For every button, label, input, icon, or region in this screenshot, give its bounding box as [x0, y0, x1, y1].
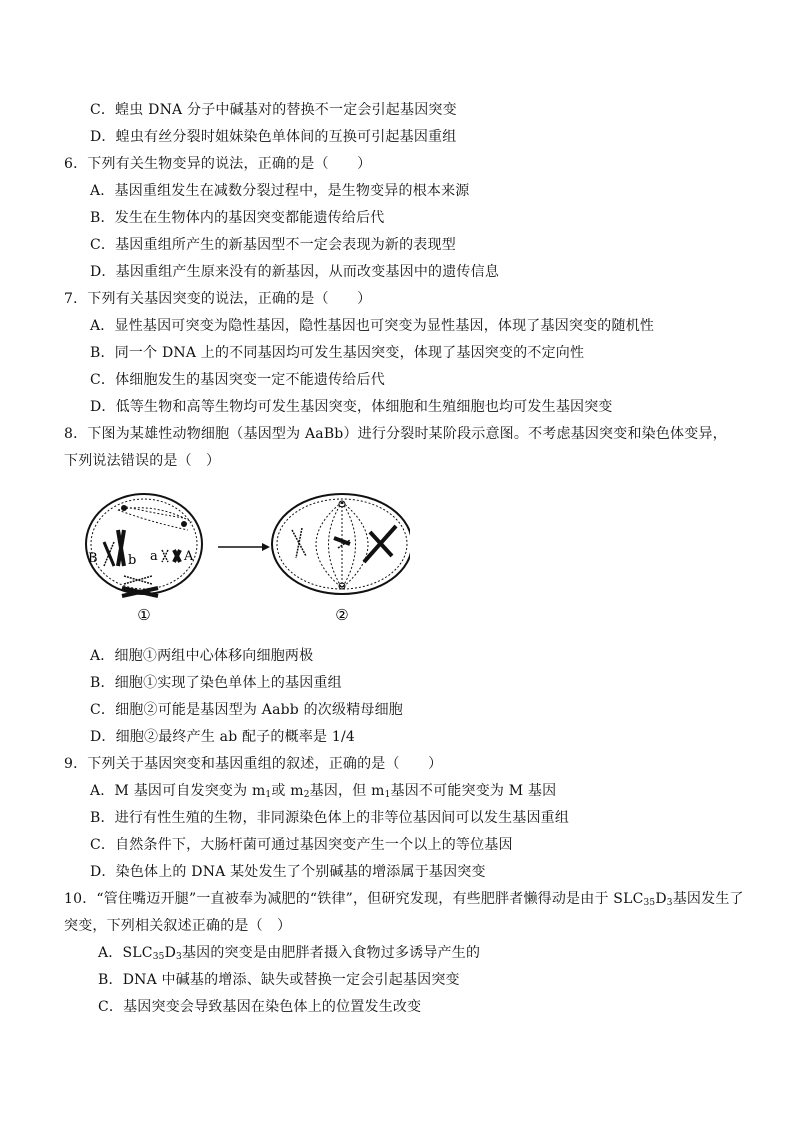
q6-option-b: B．发生在生物体内的基因突变都能遗传给后代: [90, 210, 385, 226]
q10-a-sub1: 35: [152, 952, 165, 962]
q9-a-part1: A．M 基因可自发突变为 m: [90, 783, 266, 799]
q8-stem-line1: 8．下图为某雄性动物细胞（基因型为 AaBb）进行分裂时某阶段示意图。不考虑基因突变和染色体变异，: [64, 426, 727, 442]
q5-option-c: C．蝗虫 DNA 分子中碱基对的替换不一定会引起基因突变: [90, 102, 457, 118]
q7-option-b: B．同一个 DNA 上的不同基因均可发生基因突变，体现了基因突变的不定向性: [90, 345, 585, 361]
q9-option-d: D．染色体上的 DNA 某处发生了个别碱基的增添属于基因突变: [90, 864, 486, 880]
q10-a-part2: D: [164, 945, 177, 961]
q10-stem-line2: 突变，下列相关叙述正确的是（ ）: [64, 918, 292, 934]
gene-label-b-upper: B: [88, 551, 98, 566]
figure-label-two: ②: [335, 606, 349, 624]
q9-a-part3: 基因，但 m: [309, 783, 385, 799]
q6-option-a: A．基因重组发生在减数分裂过程中，是生物变异的根本来源: [90, 183, 470, 199]
q9-a-part2: 或 m: [271, 783, 304, 799]
q10-stem-sub1: 35: [643, 898, 656, 908]
q10-stem-sub2: 3: [666, 898, 673, 908]
q9-option-c: C．自然条件下，大肠杆菌可通过基因突变产生一个以上的等位基因: [90, 837, 513, 853]
q7-option-d: D．低等生物和高等生物均可发生基因突变，体细胞和生殖细胞也均可发生基因突变: [90, 399, 613, 415]
q9-option-a: [90, 781, 556, 801]
q10-stem-line1: [64, 889, 744, 909]
cell-two: [272, 494, 410, 594]
q7-option-a: A．显性基因可突变为隐性基因，隐性基因也可突变为显性基因，体现了基因突变的随机性: [90, 318, 655, 334]
q10-stem-part1: 10．“管住嘴迈开腿”一直被奉为减肥的“铁律”，但研究发现，有些肥胖者懒得动是由于 SLC: [64, 891, 644, 907]
q9-a-part4: 基因不可能突变为 M 基因: [390, 783, 557, 799]
q8-option-d: D．细胞②最终产生 ab 配子的概率是 1/4: [90, 729, 356, 745]
q8-option-a: A．细胞①两组中心体移向细胞两极: [90, 648, 314, 664]
q5-option-d: D．蝗虫有丝分裂时姐妹染色单体间的互换可引起基因重组: [90, 129, 457, 145]
q10-stem-part3: 基因发生了: [672, 891, 744, 907]
figure-label-one: ①: [137, 606, 151, 624]
q10-a-sub2: 3: [176, 952, 182, 962]
q9-a-sub1: 1: [265, 790, 272, 800]
q8-option-c: C．细胞②可能是基因型为 Aabb 的次级精母细胞: [90, 702, 403, 718]
q8-stem-line2: 下列说法错误的是（ ）: [64, 453, 221, 469]
q10-a-part1: A．SLC: [98, 945, 153, 961]
q9-a-sub2: 2: [303, 790, 310, 800]
q10-option-c: C．基因突变会导致基因在染色体上的位置发生改变: [98, 999, 422, 1015]
q6-stem: 6．下列有关生物变异的说法，正确的是（ ）: [64, 156, 372, 172]
q8-option-b: B．细胞①实现了染色单体上的基因重组: [90, 675, 342, 691]
gene-label-a-upper: A: [184, 549, 194, 564]
q10-option-a: [98, 943, 480, 963]
q7-option-c: C．体细胞发生的基因突变一定不能遗传给后代: [90, 372, 385, 388]
gene-label-a-lower: a: [150, 549, 158, 564]
q9-a-sub3: 1: [384, 790, 391, 800]
q9-option-b: B．进行有性生殖的生物，非同源染色体上的非等位基因间可以发生基因重组: [90, 810, 570, 826]
q9-stem: 9．下列关于基因突变和基因重组的叙述，正确的是（ ）: [64, 756, 443, 772]
cell-one: [86, 494, 202, 596]
q10-a-part3: 基因的突变是由肥胖者摄入食物过多诱导产生的: [181, 945, 481, 961]
q6-option-d: D．基因重组产生原来没有的新基因，从而改变基因中的遗传信息: [90, 264, 500, 280]
q10-option-b: B．DNA 中碱基的增添、缺失或替换一定会引起基因突变: [98, 972, 460, 988]
cell-division-figure: [80, 492, 410, 624]
gene-label-b-lower: b: [128, 553, 137, 568]
q6-option-c: C．基因重组所产生的新基因型不一定会表现为新的表现型: [90, 237, 456, 253]
q10-stem-part2: D: [655, 891, 667, 907]
q7-stem: 7．下列有关基因突变的说法，正确的是（ ）: [64, 291, 372, 307]
arrow-icon: [218, 543, 270, 551]
